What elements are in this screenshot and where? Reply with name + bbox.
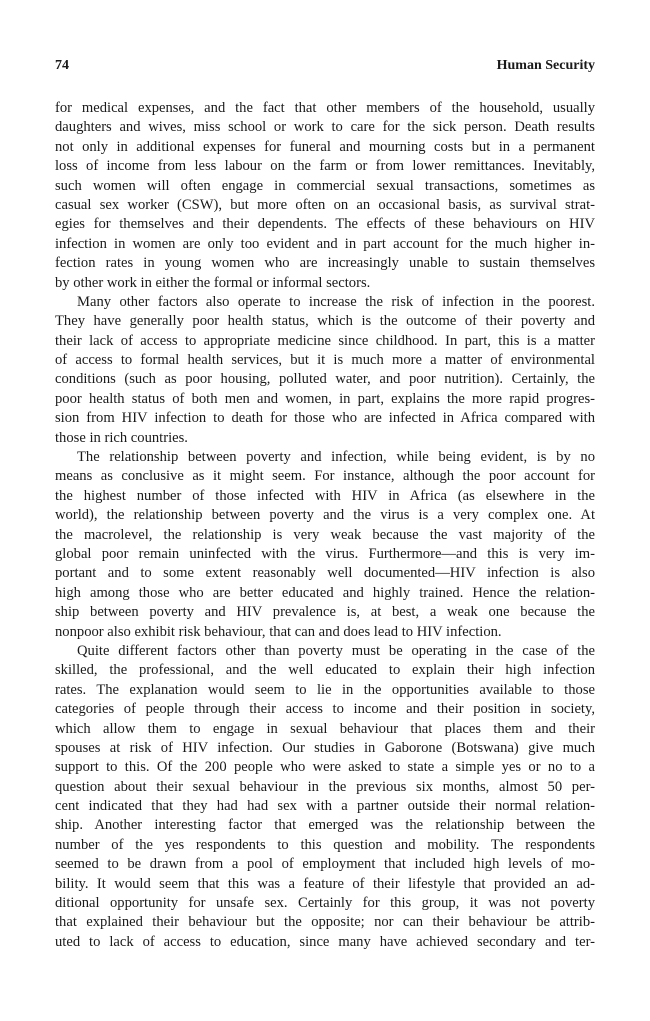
text-line: Many other factors also operate to increase the risk of infection in the poorest. [77, 293, 595, 310]
text-line: world), the relationship between poverty and the virus is a very complex one. At [55, 507, 595, 524]
text-line: nonpoor also exhibit risk behaviour, that can and does lead to HIV infection. [55, 623, 502, 640]
text-line: conditions (such as poor housing, polluted water, and poor nutrition). Certainly, the [55, 371, 595, 388]
text-line: for medical expenses, and the fact that other members of the household, usually [55, 100, 595, 116]
text-line: Quite different factors other than poverty must be operating in the case of the [77, 642, 595, 659]
text-line: number of the yes respondents to this question and mobility. The respondents [55, 836, 595, 853]
text-line: such women will often engage in commercial sexual transactions, sometimes as [55, 177, 595, 194]
text-line: ship. Another interesting factor that emerged was the relationship between the [55, 817, 595, 834]
text-line: bility. It would seem that this was a feature of their lifestyle that provided an ad- [55, 875, 595, 892]
text-line: the highest number of those infected with HIV in Africa (as elsewhere in the [55, 487, 595, 504]
paragraph [55, 642, 595, 952]
text-line: skilled, the professional, and the well educated to explain their high infection [55, 662, 595, 679]
page-number: 74 [55, 58, 69, 73]
body-text [55, 99, 595, 952]
text-line: cent indicated that they had had sex with a partner outside their normal relation- [55, 798, 595, 815]
paragraph [55, 99, 595, 293]
text-line: poor health status of both men and women, in part, explains the more rapid progres- [55, 390, 595, 407]
text-line: infection in women are only too evident and in part account for the much higher in- [55, 235, 595, 252]
text-line: They have generally poor health status, which is the outcome of their poverty and [55, 313, 595, 330]
text-line: that explained their behaviour but the opposite; nor can their behaviour be attrib- [55, 914, 595, 931]
text-line: The relationship between poverty and infection, while being evident, is by no [77, 449, 595, 466]
text-line: global poor remain uninfected with the virus. Furthermore—and this is very im- [55, 545, 595, 562]
text-line: uted to lack of access to education, since many have achieved secondary and ter- [55, 933, 595, 950]
text-line: seemed to be drawn from a pool of employment that included high levels of mo- [55, 856, 595, 873]
running-header [55, 58, 595, 78]
text-line: ditional opportunity for unsafe sex. Certainly for this group, it was not poverty [55, 895, 595, 912]
text-line: rates. The explanation would seem to lie in the opportunities available to those [55, 681, 595, 698]
text-line: means as conclusive as it might seem. For instance, although the poor account for [55, 468, 595, 485]
text-line: those in rich countries. [55, 429, 188, 446]
text-line: the macrolevel, the relationship is very weak because the vast majority of the [55, 526, 595, 543]
text-line: ship between poverty and HIV prevalence is, at best, a weak one because the [55, 604, 595, 621]
paragraph [55, 293, 595, 448]
text-line: support to this. Of the 200 people who were asked to state a simple yes or no to a [55, 759, 595, 776]
text-line: high among those who are better educated and highly trained. Hence the relation- [55, 584, 595, 601]
text-line: by other work in either the formal or informal sectors. [55, 274, 371, 291]
text-line: loss of income from less labour on the farm or from lower remittances. Inevitably, [55, 158, 595, 175]
running-title: Human Security [496, 58, 595, 73]
text-line: categories of people through their access to income and their position in society, [55, 701, 595, 718]
text-line: portant and to some extent reasonably well documented—HIV infection is also [55, 565, 595, 582]
text-line: their lack of access to appropriate medicine since childhood. In part, this is a matter [55, 332, 595, 349]
text-line: of access to formal health services, but it is much more a matter of environmental [55, 352, 595, 369]
text-line: egies for themselves and their dependents. The effects of these behaviours on HIV [55, 216, 595, 233]
text-line: fection rates in young women who are increasingly unable to sustain themselves [55, 255, 595, 272]
text-line: sion from HIV infection to death for those who are infected in Africa compared with [55, 410, 595, 427]
text-line: spouses at risk of HIV infection. Our studies in Gaborone (Botswana) give much [55, 739, 595, 756]
paragraph [55, 448, 595, 642]
text-line: casual sex worker (CSW), but more often on an occasional basis, as survival strat- [55, 196, 595, 213]
text-line: daughters and wives, miss school or work to care for the sick person. Death results [55, 119, 595, 136]
text-line: which allow them to engage in sexual behaviour that places them and their [55, 720, 595, 737]
text-line: not only in additional expenses for funeral and mourning costs but in a permanent [55, 138, 595, 155]
text-line: question about their sexual behaviour in the previous six months, almost 50 per- [55, 778, 595, 795]
